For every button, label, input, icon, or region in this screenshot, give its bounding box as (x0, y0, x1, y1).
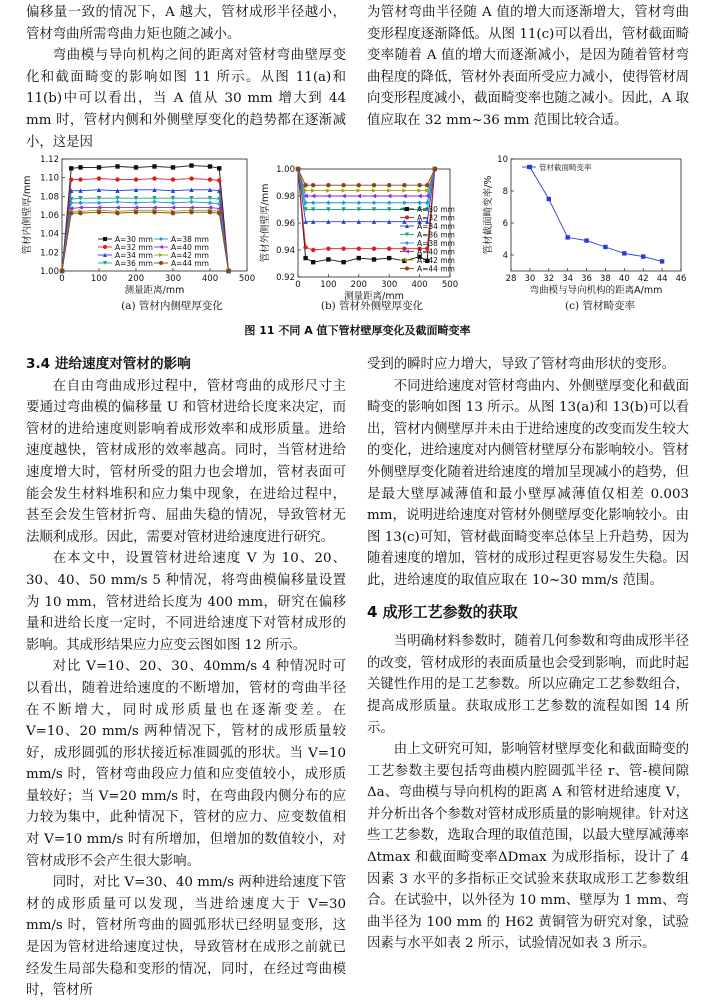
data-point (134, 165, 138, 169)
data-point (97, 210, 101, 214)
data-point (387, 194, 391, 198)
y-tick-label: 1.00 (276, 165, 295, 175)
y-tick-label: 1.00 (40, 267, 59, 277)
data-point (357, 246, 361, 250)
data-point (311, 194, 315, 198)
data-point (584, 238, 588, 242)
x-tick-label: 32 (543, 274, 555, 284)
legend-label: 管材截面畸变率 (539, 163, 592, 172)
data-point (357, 194, 361, 198)
data-point (405, 241, 409, 245)
legend-label: A=36 mm (115, 259, 153, 268)
data-point (402, 246, 406, 250)
y-tick-label: 4 (502, 251, 508, 261)
y-tick-label: 6 (502, 219, 508, 229)
data-point (660, 259, 664, 263)
data-point (405, 216, 409, 220)
data-point (357, 201, 361, 205)
legend-label: A=42 mm (417, 256, 455, 265)
legend-label: A=40 mm (171, 243, 209, 252)
data-point (303, 188, 307, 192)
paragraph: 偏移量一致的情况下，A 越大，管材成形半径越小，管材弯曲所需弯曲力矩也随之减小。 (26, 5, 346, 42)
data-point (387, 246, 391, 250)
data-point (115, 200, 119, 204)
data-point (311, 183, 315, 187)
y-axis-label: 管材截面畸变率/% (483, 175, 494, 255)
data-point (372, 188, 376, 192)
legend-label: A=42 mm (171, 251, 209, 260)
data-point (152, 210, 156, 214)
x-tick-label: 100 (90, 274, 108, 284)
data-point (69, 177, 73, 181)
x-tick-label: 28 (505, 274, 517, 284)
data-point (603, 245, 607, 249)
data-point (69, 211, 73, 215)
data-point (341, 201, 345, 205)
data-point (372, 194, 376, 198)
data-point (189, 163, 193, 167)
data-point (417, 183, 421, 187)
y-tick-label: 0.98 (276, 192, 295, 202)
data-point (341, 260, 345, 264)
paragraph: 对比 V=10、20、30、40mm/s 4 种情况时可以看出，随着进给速度的不断增加，管材的弯曲半径在不断增大，同时成形质量也在逐渐变差。在 V=10、20 mm/s 两种情况下，管材的成形质量较好，成形圆弧的形状接近标准圆弧的形状。当 V=10 mm/s 时，管材弯曲段应力值和应变值较小，成形质量较好；当 V=20 mm/s 时，在弯曲段内侧分布的应力较为集中，此种情况下，管材的应力、应变数值相对 V=10 mm/s 时有所增加，但增加的数值较小，对管材成形不会产生很大影响。 (26, 659, 346, 869)
data-point (226, 269, 230, 273)
subcaption-a: (a) 管材内侧壁厚变化 (121, 300, 223, 312)
data-point (326, 201, 330, 205)
legend-label: A=30 mm (115, 235, 153, 244)
series-line (298, 169, 435, 196)
data-point (402, 201, 406, 205)
paragraph: 为管材弯曲半径随 A 值的增大而逐渐增大，管材弯曲变形程度逐渐降低。从图 11(c)可以看出，管材截面畸变率随着 A 值的增大而逐渐减小，是因为随着管材弯曲程度的降低，管材外表面所受应力减小，使得管材周向变形程度减小，截面畸变率也随之减小。因此，A 取值应取在 32 mm~36 mm 范围比较合适。 (367, 5, 689, 128)
y-axis-label: 管材外侧壁厚/mm (260, 183, 271, 263)
data-point (78, 211, 82, 215)
data-point (425, 183, 429, 187)
x-tick-label: 200 (350, 280, 367, 290)
data-point (405, 258, 409, 262)
y-tick-label: 8 (502, 187, 508, 197)
data-point (115, 205, 119, 209)
legend (98, 235, 209, 268)
x-tick-label: 300 (164, 274, 182, 284)
x-tick-label: 400 (201, 274, 219, 284)
y-axis-label: 管材内侧壁厚/mm (22, 175, 33, 255)
x-tick-label: 42 (637, 274, 649, 284)
data-point (311, 260, 315, 264)
data-point (115, 211, 119, 215)
x-tick-label: 40 (618, 274, 630, 284)
data-point (134, 201, 138, 205)
data-point (152, 164, 156, 168)
paragraph: 不同进给速度对管材弯曲内、外侧壁厚变化和截面畸变的影响如图 13 所示。从图 13(a)和 13(b)可以看出，管材内侧壁厚并未由于进给速度的改变而发生较大的变化，进给速度对内侧管材壁厚分布影响较小。管材外侧壁厚变化随着进给速度的增加呈现减小的趋势，但是最大壁厚减薄值和最小壁厚减薄值仅相差 0.003 mm，说明进给速度对管材外侧壁厚变化影响较小。由图 13(c)可知，管材截面畸变率总体呈上升趋势，因为随着速度的增加，管材的成形过程更容易发生失稳。因此，进给速度的取值应取在 10~30 mm/s 范围。 (367, 378, 689, 588)
subcaption-b: (b) 管材外侧壁厚变化 (320, 300, 424, 312)
y-tick-label: 10 (497, 155, 508, 165)
x-tick-label: 46 (675, 274, 687, 284)
x-tick-label: 500 (238, 274, 256, 284)
series-line (298, 169, 435, 191)
legend-label: A=40 mm (417, 247, 455, 257)
legend (400, 205, 455, 274)
data-point (402, 188, 406, 192)
text-column-right-top (367, 2, 689, 132)
data-point (69, 166, 73, 170)
data-point (152, 176, 156, 180)
data-point (217, 178, 221, 182)
data-point (417, 188, 421, 192)
x-tick-label: 30 (524, 274, 536, 284)
legend-label: A=44 mm (417, 264, 455, 274)
legend-label: A=36 mm (417, 230, 455, 240)
x-axis-label: 测量距离/mm (124, 285, 185, 296)
data-point (326, 257, 330, 261)
legend-label: A=30 mm (417, 205, 455, 214)
data-point (159, 253, 163, 257)
data-point (103, 237, 107, 241)
section-heading-4: 4 成形工艺参数的获取 (367, 602, 518, 621)
x-tick-label: 0 (295, 280, 301, 290)
data-point (296, 167, 300, 171)
chart-b-outer-wall (259, 165, 458, 302)
x-axis-label: 测量距离/mm (344, 291, 404, 302)
text-column-left (26, 354, 346, 1002)
data-point (78, 201, 82, 205)
x-tick-label: 300 (381, 280, 398, 290)
y-tick-label: 1.02 (40, 248, 59, 259)
plot-frame (511, 159, 681, 271)
data-point (565, 235, 569, 239)
data-point (97, 165, 101, 169)
data-point (78, 165, 82, 169)
data-point (217, 211, 221, 215)
data-point (433, 167, 437, 171)
subcaption-c: (c) 管材畸变率 (565, 300, 635, 312)
series-line (298, 169, 435, 210)
legend-label: A=34 mm (115, 251, 153, 260)
data-point (402, 194, 406, 198)
legend-label: A=38 mm (171, 235, 209, 244)
data-point (326, 194, 330, 198)
data-point (208, 164, 212, 168)
paragraph: 由上文研究可知，影响管材壁厚变化和截面畸变的工艺参数主要包括弯曲模内腔圆弧半径 r、管-模间隙Δa、弯曲模与导向机构的距离 A 和管材进给速度 V，并分析出各个参数对管材成形质量的影响规律。针对这些工艺参数，选取合理的取值范围，以最大壁厚减薄率Δtmax 和截面畸变率ΔDmax 为成形指标，设计了 4 因素 3 水平的多指标正交试验来获取成形工艺参数组合。在试验中，以外径为 10 mm、壁厚为 1 mm、弯曲半径为 100 mm 的 H62 黄铜管为研究对象，试验因素与水平如表 2 所示，试验情况如表 3 所示。 (367, 742, 689, 952)
series-line (298, 169, 435, 203)
x-tick-label: 200 (127, 274, 145, 284)
data-point (134, 177, 138, 181)
data-point (171, 165, 175, 169)
data-point (341, 194, 345, 198)
y-tick-label: 1.12 (40, 155, 59, 165)
data-point (326, 188, 330, 192)
data-point (387, 201, 391, 205)
data-point (171, 205, 175, 209)
data-point (341, 188, 345, 192)
data-point (115, 164, 119, 168)
data-point (303, 256, 307, 260)
paragraph: 在本文中，设置管材进给速度 V 为 10、20、30、40、50 mm/s 5 种情况，将弯曲模偏移量设置为 10 mm，管材进给长度为 400 mm，研究在偏移量和进给长度一定时，不同进给速度下对管材成形的影响。其成形结果应力应变云图如图 12 所示。 (26, 551, 346, 653)
data-point (78, 177, 82, 181)
data-point (326, 246, 330, 250)
x-axis-label: 弯曲模与导向机构的距离A/mm (529, 285, 663, 296)
series-line (530, 167, 662, 261)
data-point (208, 177, 212, 181)
data-point (159, 245, 163, 249)
x-tick-label: 100 (320, 280, 337, 290)
x-tick-label: 44 (656, 274, 668, 284)
data-point (357, 256, 361, 260)
data-point (208, 201, 212, 205)
data-point (303, 183, 307, 187)
paragraph: 在自由弯曲成形过程中，管材弯曲的成形尺寸主要通过弯曲模的偏移量 U 和管材进给长度来决定，而管材的进给速度则影响着成形效率和成形质量。进给速度越快，管材成形的效率越高。同时，当管材进给速度增大时，管材所受的阻力也会增加，管材表面可能会发生材料堆积和应力集中现象，在进给过程中，甚至会发生管材折弯、屈曲失稳的情况，导致管材无法顺利成形。因此，需要对管材进给速度进行研究。 (26, 378, 346, 545)
paragraph: 当明确材料参数时，随着几何参数和弯曲成形半径的改变，管材成形的表面质量也会受到影响，而此时起关键性作用的是工艺参数。所以应确定工艺参数组合，提高成形质量。获取成形工艺参数的流程如图 14 所示。 (367, 634, 689, 736)
legend-label: A=32 mm (417, 213, 455, 223)
y-tick-label: 0.96 (276, 219, 295, 229)
x-tick-label: 36 (581, 274, 592, 284)
data-point (103, 245, 107, 249)
data-point (372, 201, 376, 205)
y-tick-label: 1.04 (40, 229, 59, 240)
data-point (357, 188, 361, 192)
series-line (298, 169, 435, 185)
data-point (341, 183, 345, 187)
data-point (357, 183, 361, 187)
data-point (159, 237, 163, 241)
legend-label: A=44 mm (171, 259, 209, 268)
data-point (171, 177, 175, 181)
paragraph: 同时，对比 V=30、40 mm/s 两种进给速度下管材的成形质量可以发现，当进给速度大于 V=30 mm/s 时，管材所弯曲的圆弧形状已经明显变形，这是因为管材进给速度过快，导致管材在成形之前就已经发生局部失稳和变形的情况，同时，在经过弯曲模时，管材所 (26, 875, 346, 999)
text-column-right (367, 354, 689, 955)
data-point (303, 245, 307, 249)
text-column-left-top (26, 2, 346, 153)
data-point (189, 200, 193, 204)
data-point (341, 246, 345, 250)
y-tick-label: 0.94 (276, 246, 295, 256)
data-point (60, 269, 64, 273)
data-point (97, 201, 101, 205)
data-point (311, 248, 315, 252)
data-point (208, 210, 212, 214)
section-heading-3-4: 3.4 进给速度对管材的影响 (26, 356, 191, 372)
data-point (402, 183, 406, 187)
data-point (217, 166, 221, 170)
y-tick-label: 1.10 (40, 173, 59, 184)
data-point (311, 188, 315, 192)
data-point (641, 254, 645, 258)
series-line (298, 169, 435, 262)
paragraph: 弯曲模与导向机构之间的距离对管材弯曲壁厚变化和截面畸变的影响如图 11 所示。从图 11(a)和 11(b)中可以看出，当 A 值从 30 mm 增大到 44 mm 时，管材内侧和外侧壁厚变化的趋势都在逐渐减小，这是因 (26, 48, 346, 150)
series-line (298, 169, 435, 222)
data-point (78, 205, 82, 209)
data-point (622, 251, 626, 255)
data-point (527, 165, 531, 169)
data-point (171, 211, 175, 215)
data-point (387, 188, 391, 192)
legend-label: A=38 mm (417, 239, 455, 248)
x-tick-label: 0 (59, 274, 65, 284)
legend-label: A=32 mm (115, 243, 153, 252)
figure-11 (20, 143, 700, 343)
y-tick-label: 1.06 (40, 211, 59, 221)
paragraph: 受到的瞬时应力增大，导致了管材弯曲形状的变形。 (367, 357, 675, 372)
chart-c-distortion (482, 155, 686, 296)
data-point (387, 256, 391, 260)
data-point (326, 183, 330, 187)
data-point (372, 246, 376, 250)
data-point (547, 197, 551, 201)
x-tick-label: 38 (600, 274, 611, 284)
legend-label: A=34 mm (417, 222, 455, 231)
y-tick-label: 1.08 (40, 192, 59, 203)
x-tick-label: 34 (562, 274, 574, 284)
data-point (159, 261, 163, 265)
figure-caption: 图 11 不同 A 值下管材壁厚变化及截面畸变率 (244, 324, 471, 337)
data-point (311, 201, 315, 205)
data-point (189, 210, 193, 214)
data-point (405, 267, 409, 271)
data-point (372, 183, 376, 187)
data-point (97, 176, 101, 180)
data-point (387, 183, 391, 187)
data-point (115, 177, 119, 181)
chart-a-inner-wall (21, 155, 255, 296)
data-point (405, 207, 409, 211)
legend (522, 162, 592, 172)
x-tick-label: 400 (411, 280, 428, 290)
data-point (189, 176, 193, 180)
x-tick-label: 500 (441, 280, 459, 290)
data-point (372, 257, 376, 261)
data-point (134, 210, 138, 214)
y-tick-label: 0.92 (276, 273, 295, 283)
data-point (417, 194, 421, 198)
data-point (152, 200, 156, 204)
data-point (171, 201, 175, 205)
